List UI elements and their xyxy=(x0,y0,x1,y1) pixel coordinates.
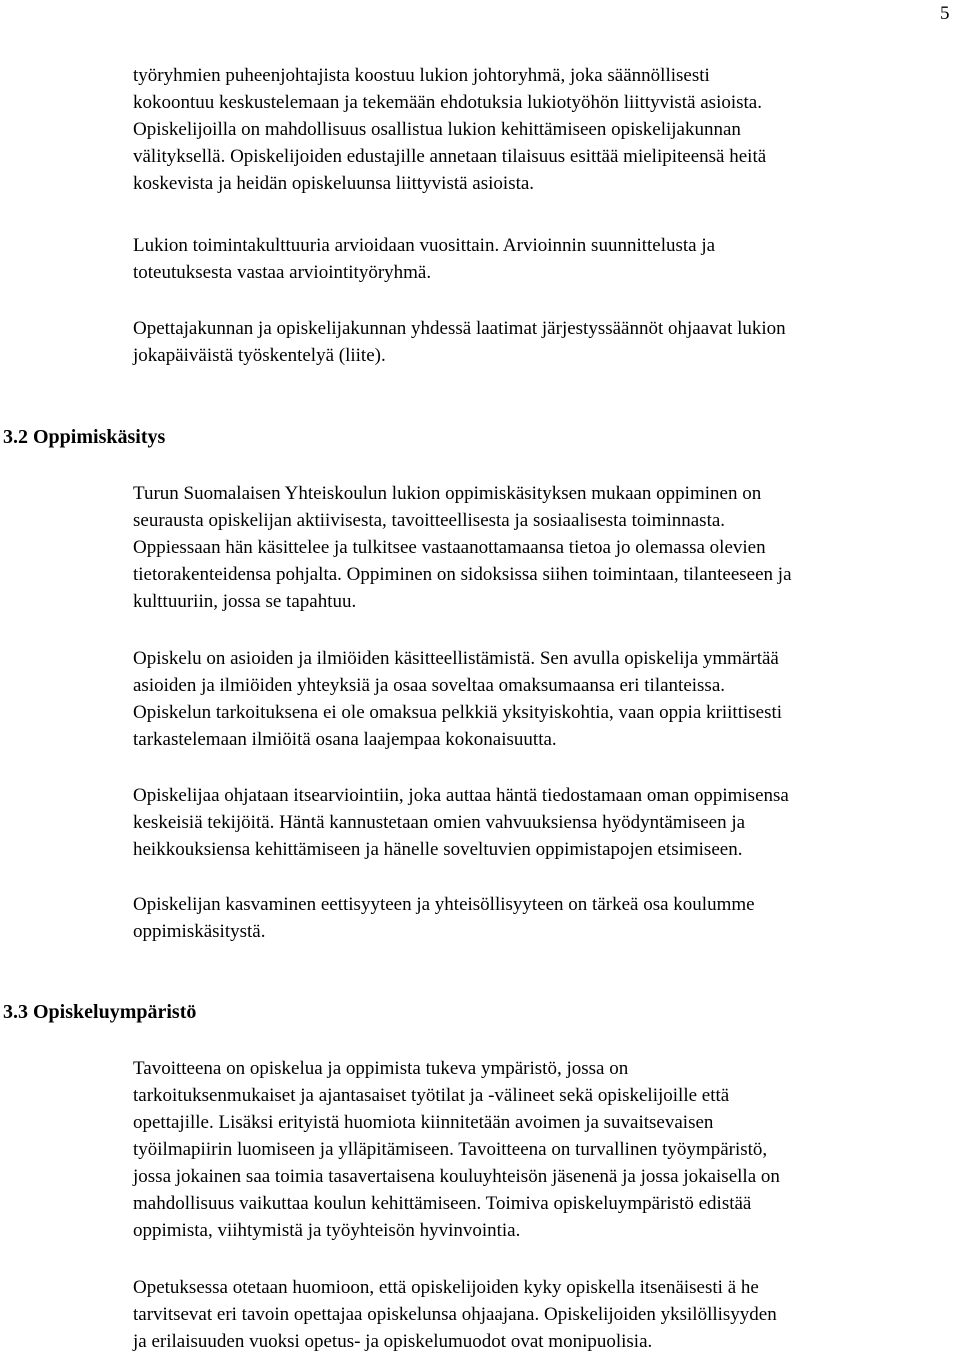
page-number: 5 xyxy=(940,3,950,24)
section-3-2-paragraph-4: Opiskelijan kasvaminen eettisyyteen ja yhteisöllisyyteen on tärkeä osa koulumme oppimiskäsitystä. xyxy=(133,894,755,942)
section-3-2-paragraph-3: Opiskelijaa ohjataan itsearviointiin, joka auttaa häntä tiedostamaan oman oppimisensa keskeisiä tekijöitä. Häntä kannustetaan omien vahvuuksiensa hyödyntämiseen ja heikkouksiensa kehittämiseen ja hänelle soveltuvien oppimistapojen etsimiseen. xyxy=(133,785,789,860)
section-3-3-paragraph-2: Opetuksessa otetaan huomioon, että opiskelijoiden kyky opiskella itsenäisesti ä he tarvitsevat eri tavoin opettajaa opiskelunsa ohjaajana. Opiskelijoiden yksilöllisyyden ja erilaisuuden vuoksi opetus- ja opiskelumuodot ovat monipuolisia. xyxy=(133,1277,777,1352)
section-heading-oppimiskasitys: 3.2 Oppimiskäsitys xyxy=(3,426,166,448)
intro-paragraph-1: työryhmien puheenjohtajista koostuu lukion johtoryhmä, joka säännöllisesti kokoontuu keskustelemaan ja tekemään ehdotuksia lukiotyöhön liittyvistä asioista. Opiskelijoilla on mahdollisuus osallistua lukion kehittämiseen opiskelijakunnan välityksellä. Opiskelijoiden edustajille annetaan tilaisuus esittää mielipiteensä heitä koskevista ja heidän opiskeluunsa liittyvistä asioista. xyxy=(133,65,767,194)
section-3-3-paragraph-1: Tavoitteena on opiskelua ja oppimista tukeva ympäristö, jossa on tarkoituksenmukaiset ja ajantasaiset työtilat ja -välineet sekä opiskelijoille että opettajille. Lisäksi erityistä huomiota kiinnitetään avoimen ja suvaitsevaisen työilmapiirin luomiseen ja ylläpitämiseen. Tavoitteena on turvallinen työympäristö, jossa jokainen saa toimia tasavertaisena kouluyhteisön jäsenenä ja jossa jokaisella on mahdollisuus vaikuttaa koulun kehittämiseen. Toimiva opiskeluympäristö edistää oppimista, viihtymistä ja työyhteisön hyvinvointia. xyxy=(133,1058,780,1241)
section-heading-opiskeluymparisto: 3.3 Opiskeluympäristö xyxy=(3,1001,197,1023)
intro-paragraph-2: Lukion toimintakulttuuria arvioidaan vuosittain. Arvioinnin suunnittelusta ja toteutuksesta vastaa arviointityöryhmä. xyxy=(133,235,716,283)
section-3-2-paragraph-1: Turun Suomalaisen Yhteiskoulun lukion oppimiskäsityksen mukaan oppiminen on seurausta opiskelijan aktiivisesta, tavoitteellisesta ja sosiaalisesta toiminnasta. Oppiessaan hän käsittelee ja tulkitsee vastaanottamaansa tietoa jo olemassa olevien tietorakenteidensa pohjalta. Oppiminen on sidoksissa siihen toimintaan, tilanteeseen ja kulttuuriin, jossa se tapahtuu. xyxy=(133,483,792,612)
intro-paragraph-3: Opettajakunnan ja opiskelijakunnan yhdessä laatimat järjestyssäännöt ohjaavat lukion jokapäiväistä työskentelyä (liite). xyxy=(133,318,786,366)
section-3-2-paragraph-2: Opiskelu on asioiden ja ilmiöiden käsitteellistämistä. Sen avulla opiskelija ymmärtää asioiden ja ilmiöiden yhteyksiä ja osaa soveltaa omaksumaansa eri tilanteissa. Opiskelun tarkoituksena ei ole omaksua pelkkiä yksityiskohtia, vaan oppia kriittisesti tarkastelemaan ilmiöitä osana laajempaa kokonaisuutta. xyxy=(133,648,783,750)
